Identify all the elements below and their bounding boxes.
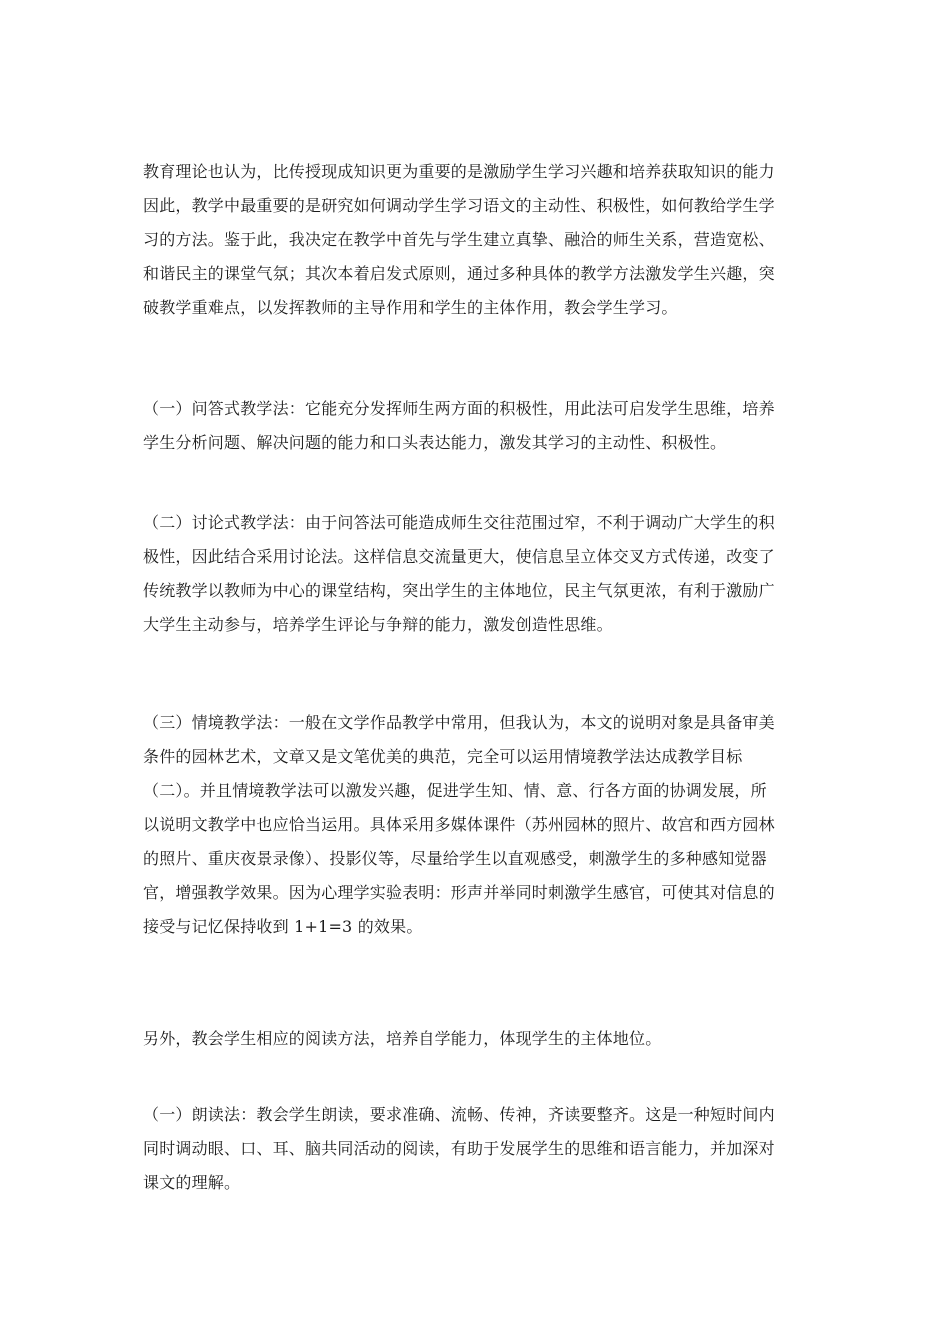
paragraph-line: 另外，教会学生相应的阅读方法，培养自学能力，体现学生的主体地位。 (143, 1029, 662, 1048)
paragraph-line: 的照片、重庆夜景录像）、投影仪等，尽量给学生以直观感受，刺激学生的多种感知觉器 (143, 849, 767, 868)
paragraph-line: 习的方法。鉴于此，我决定在教学中首先与学生建立真挚、融洽的师生关系，营造宽松、 (143, 230, 775, 249)
paragraph-3 (143, 506, 815, 642)
paragraph-4 (143, 706, 815, 944)
paragraph-line: （一）问答式教学法：它能充分发挥师生两方面的积极性，用此法可启发学生思维，培养 (143, 399, 775, 418)
paragraph-line: 学生分析问题、解决问题的能力和口头表达能力，激发其学习的主动性、积极性。 (143, 433, 727, 452)
paragraph-5 (143, 1022, 815, 1056)
paragraph-line: （三）情境教学法：一般在文学作品教学中常用，但我认为，本文的说明对象是具备审美 (143, 713, 775, 732)
paragraph-line: 官，增强教学效果。因为心理学实验表明：形声并举同时刺激学生感官，可使其对信息的 (143, 883, 775, 902)
paragraph-2 (143, 392, 815, 460)
paragraph-line: 同时调动眼、口、耳、脑共同活动的阅读，有助于发展学生的思维和语言能力，并加深对 (143, 1139, 775, 1158)
paragraph-line: 极性，因此结合采用讨论法。这样信息交流量更大，使信息呈立体交叉方式传递，改变了 (143, 547, 775, 566)
paragraph-line: 条件的园林艺术，文章又是文笔优美的典范，完全可以运用情境教学法达成教学目标 (143, 747, 743, 766)
paragraph-6 (143, 1098, 815, 1200)
paragraph-line: 接受与记忆保持收到 1+1=3 的效果。 (143, 917, 423, 936)
paragraph-line: 因此，教学中最重要的是研究如何调动学生学习语文的主动性、积极性，如何教给学生学 (143, 196, 775, 215)
paragraph-1 (143, 155, 815, 325)
paragraph-line: （二）。并且情境教学法可以激发兴趣，促进学生知、情、意、行各方面的协调发展，所 (143, 781, 767, 800)
paragraph-line: 教育理论也认为，比传授现成知识更为重要的是激励学生学习兴趣和培养获取知识的能力 (143, 162, 775, 181)
paragraph-line: 课文的理解。 (143, 1173, 241, 1192)
paragraph-line: 破教学重难点，以发挥教师的主导作用和学生的主体作用，教会学生学习。 (143, 298, 678, 317)
paragraph-line: 传统教学以教师为中心的课堂结构，突出学生的主体地位，民主气氛更浓，有利于激励广 (143, 581, 775, 600)
paragraph-line: 以说明文教学中也应恰当运用。具体采用多媒体课件（苏州园林的照片、故宫和西方园林 (143, 815, 775, 834)
paragraph-line: （一）朗读法：教会学生朗读，要求准确、流畅、传神，齐读要整齐。这是一种短时间内 (143, 1105, 775, 1124)
paragraph-line: （二）讨论式教学法：由于问答法可能造成师生交往范围过窄，不利于调动广大学生的积 (143, 513, 775, 532)
paragraph-line: 大学生主动参与，培养学生评论与争辩的能力，激发创造性思维。 (143, 615, 613, 634)
paragraph-line: 和谐民主的课堂气氛；其次本着启发式原则，通过多种具体的教学方法激发学生兴趣，突 (143, 264, 775, 283)
